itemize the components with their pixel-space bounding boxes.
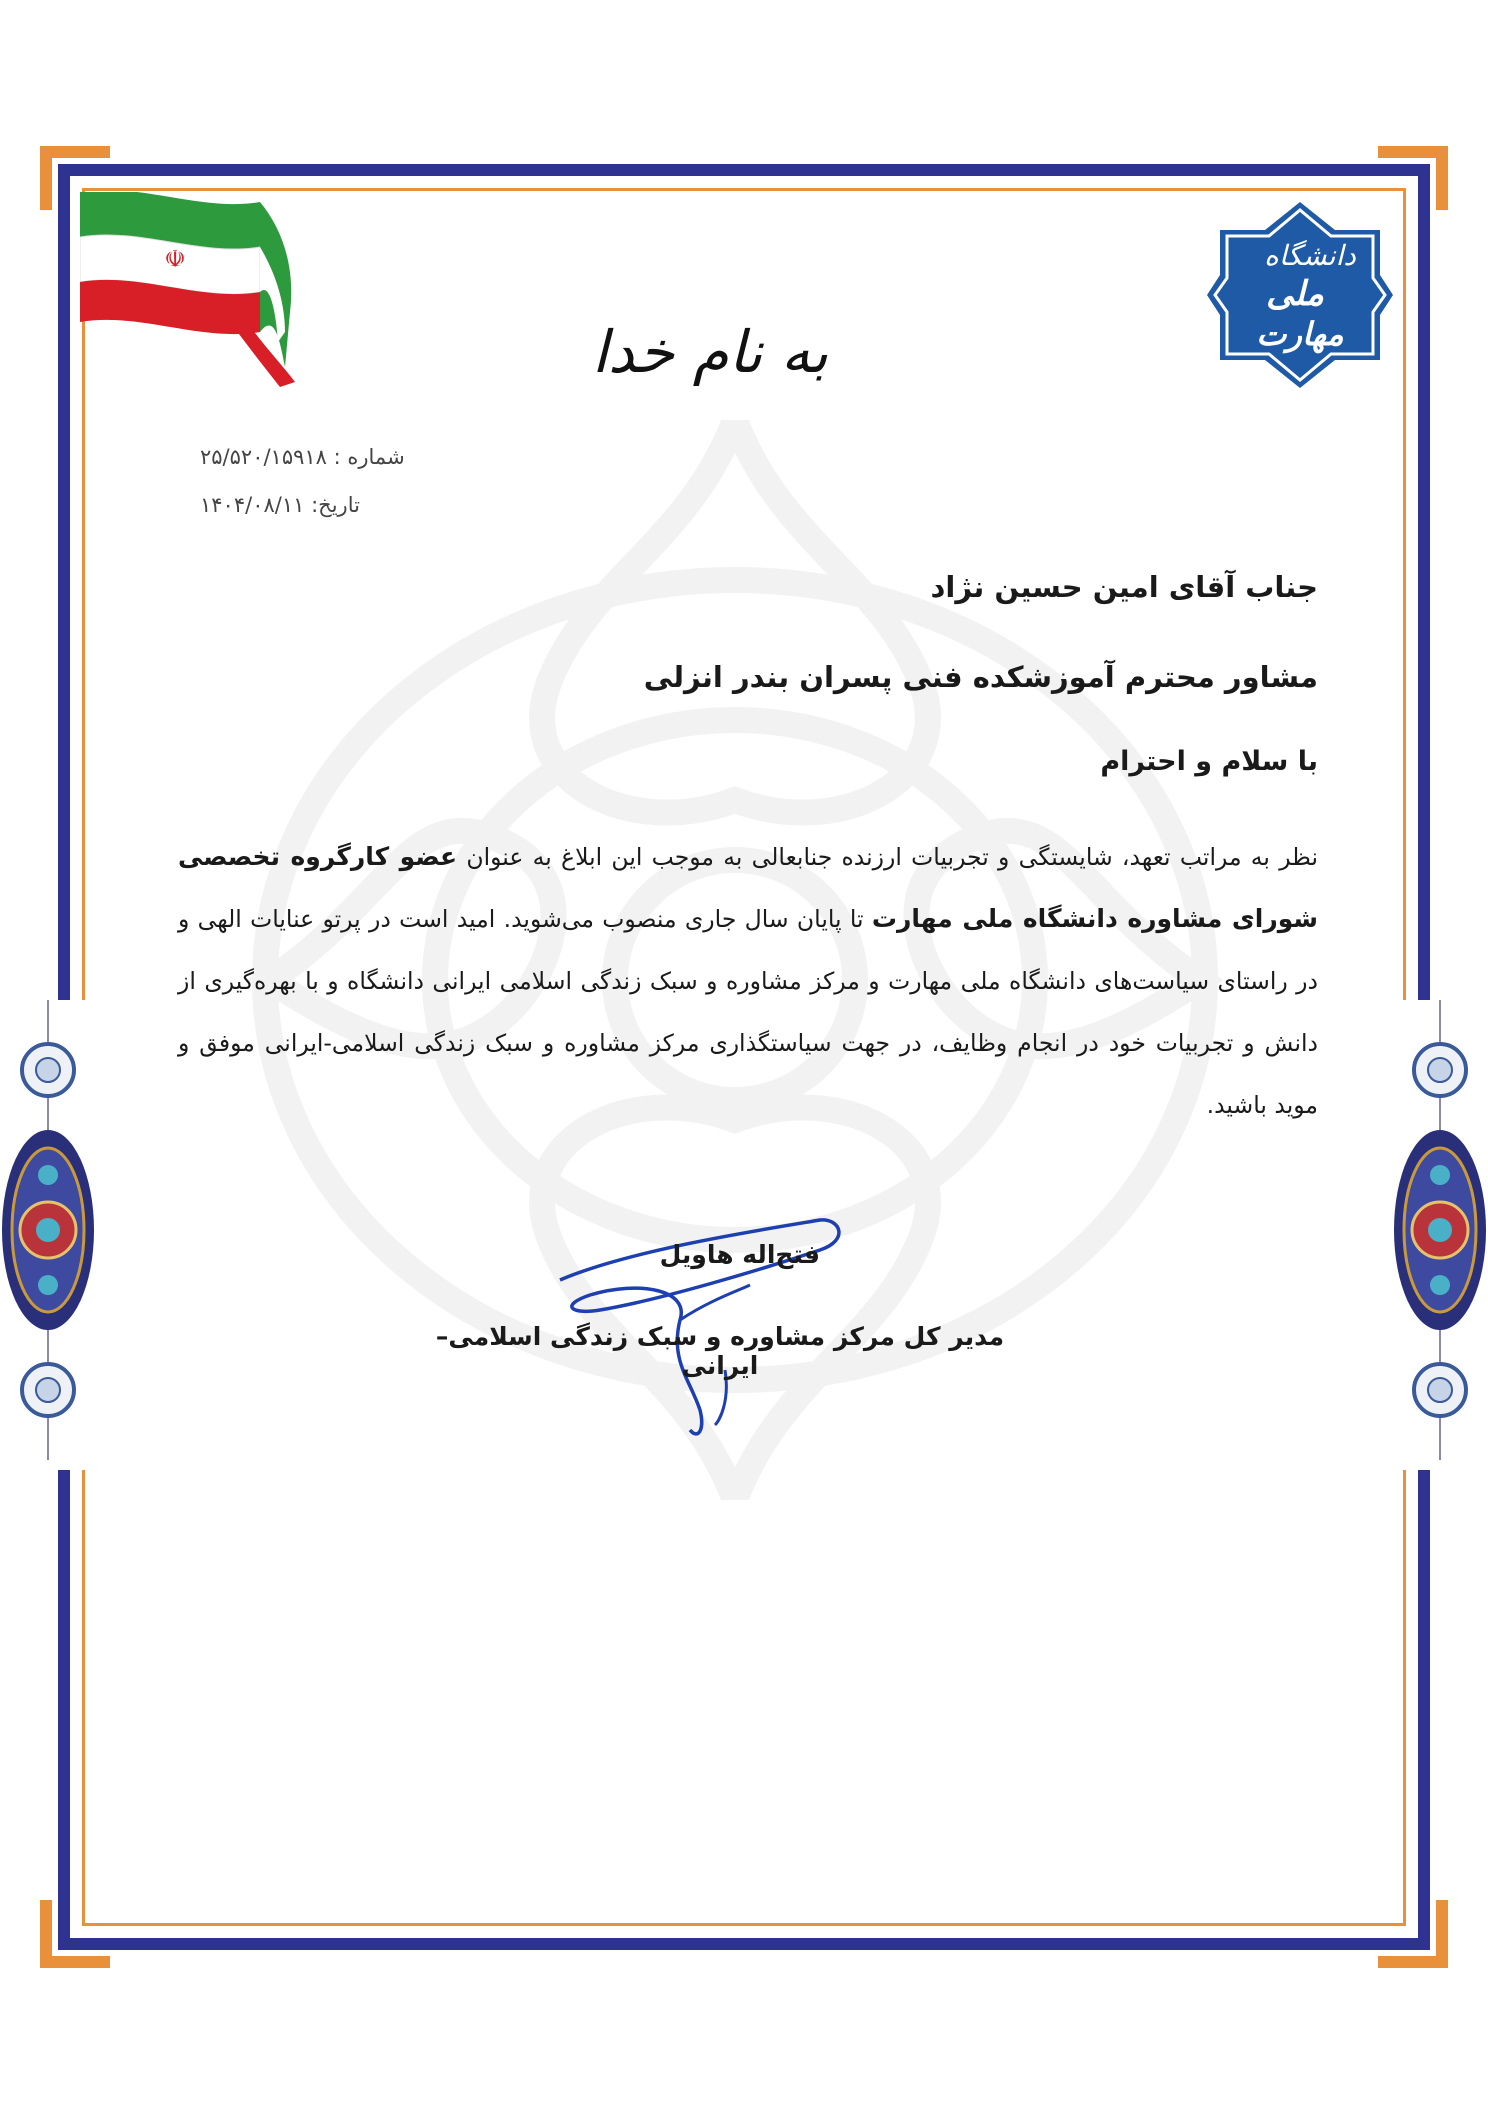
left-ornament-image <box>0 1000 96 1460</box>
signatory-name: فتح‌اله هاویل <box>659 1240 820 1269</box>
logo-text-bottom: مهارت <box>1256 315 1344 353</box>
letter-date <box>200 493 440 517</box>
date-value: ۱۴۰۴/۰۸/۱۱ <box>200 493 305 517</box>
signatory-title: مدیر کل مرکز مشاوره و سبک زندگی اسلامی– ایرانی <box>435 1322 1005 1380</box>
letter-body <box>178 826 1318 1136</box>
frame-gap-bottom <box>110 1956 1378 1968</box>
right-ornament-image <box>1392 1000 1488 1460</box>
body-part-1: نظر به مراتب تعهد، شایستگی و تجربیات ارزنده جنابعالی به موجب این ابلاغ به عنوان <box>457 843 1318 871</box>
letter-number <box>200 445 440 469</box>
bismillah-heading: به نام خدا <box>591 318 829 386</box>
number-value: ۲۵/۵۲۰/۱۵۹۱۸ <box>200 445 327 469</box>
frame-gap-top <box>110 146 1378 158</box>
iran-flag-image <box>80 192 300 392</box>
logo-text-mid: ملی <box>1266 274 1324 314</box>
greeting: با سلام و احترام <box>1100 746 1318 777</box>
body-part-2: تا پایان سال جاری منصوب می‌شوید. امید است در پرتو عنایات الهی و در راستای سیاست‌های دانشگاه ملی مهارت و مرکز مشاوره و سبک زندگی اسلامی ایرانی دانشگاه و با بهره‌گیری از دانش و تجربیات خود در انجام وظایف، در جهت سیاستگذاری مرکز مشاوره و سبک زندگی اسلامی-ایرانی موفق و موید باشید. <box>178 905 1318 1119</box>
university-logo <box>1205 200 1395 390</box>
date-label: تاریخ: <box>311 493 360 517</box>
logo-text-top: دانشگاه <box>1264 239 1356 272</box>
svg-text:☫: ☫ <box>164 245 186 273</box>
recipient-title: مشاور محترم آموزشکده فنی پسران بندر انزلی <box>643 660 1318 694</box>
recipient-name: جناب آقای امین حسین نژاد <box>930 570 1318 604</box>
number-label: شماره : <box>333 445 405 469</box>
body-bold-appointment: عضو کارگروه تخصصی شورای مشاوره دانشگاه ملی مهارت <box>178 842 1319 933</box>
